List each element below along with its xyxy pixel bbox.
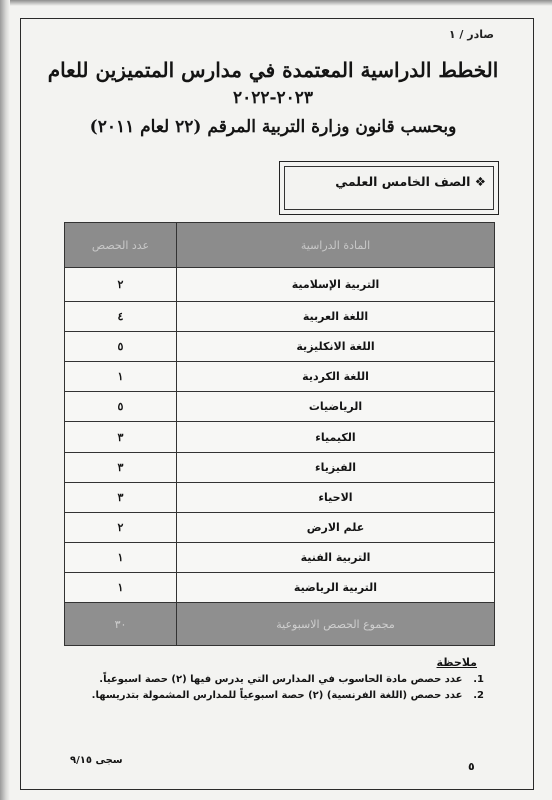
document-title: الخطط الدراسية المعتمدة في مدارس المتميزين للعام	[47, 58, 499, 82]
table-row	[65, 332, 495, 362]
table-row	[65, 572, 495, 602]
subject-name: الفيزياء	[177, 452, 495, 482]
subject-name: التربية الفنية	[177, 542, 495, 572]
table-row	[65, 302, 495, 332]
total-periods-value: ٣٠	[65, 603, 177, 646]
total-periods-label: مجموع الحصص الاسبوعية	[177, 603, 495, 646]
subject-name: الاحياء	[177, 482, 495, 512]
corner-note: صادر / ١	[448, 28, 494, 41]
column-header-count: عدد الحصص	[65, 223, 177, 268]
academic-year: ٢٠٢٣-٢٠٢٢	[232, 88, 314, 108]
notes-list	[64, 672, 484, 704]
period-count: ٣	[65, 422, 177, 452]
period-count: ٤	[65, 302, 177, 332]
diamond-bullet-icon: ❖	[474, 174, 486, 189]
period-count: ٥	[65, 332, 177, 362]
subject-name: التربية الإسلامية	[177, 268, 495, 302]
table-row	[65, 452, 495, 482]
period-count: ١	[65, 572, 177, 602]
table-header-row	[65, 223, 495, 268]
table-row	[65, 268, 495, 302]
table-row	[65, 542, 495, 572]
page-shadow-left	[0, 0, 10, 800]
subject-name: التربية الرياضية	[177, 572, 495, 602]
note-item	[64, 688, 484, 704]
handwritten-signature: سجى ٩/١٥	[70, 755, 123, 766]
table-row	[65, 482, 495, 512]
subject-name: علم الارض	[177, 512, 495, 542]
subject-name: اللغة الانكليزية	[177, 332, 495, 362]
column-header-subject: المادة الدراسية	[177, 223, 495, 268]
table-row	[65, 392, 495, 422]
note-number: 2.	[473, 690, 484, 701]
table-row	[65, 362, 495, 392]
table-row	[65, 422, 495, 452]
period-count: ١	[65, 362, 177, 392]
subject-name: الرياضيات	[177, 392, 495, 422]
page-number: ٥	[468, 760, 475, 773]
period-count: ٥	[65, 392, 177, 422]
note-item	[64, 672, 484, 688]
class-label-text: الصف الخامس العلمي	[335, 174, 471, 189]
subject-name: اللغة الكردية	[177, 362, 495, 392]
table-total-row	[65, 603, 495, 646]
period-count: ٢	[65, 512, 177, 542]
page-shadow-top	[0, 0, 552, 6]
class-label	[335, 174, 486, 189]
period-count: ٣	[65, 482, 177, 512]
table-row	[65, 512, 495, 542]
law-reference: وبحسب قانون وزارة التربية المرقم (٢٢ لعام ٢٠١١)	[89, 117, 457, 137]
period-count: ١	[65, 542, 177, 572]
class-label-box	[279, 161, 499, 215]
subject-name: الكيمياء	[177, 422, 495, 452]
period-count: ٣	[65, 452, 177, 482]
note-text: عدد حصص (اللغة الفرنسية) (٢) حصة اسبوعياً للمدارس المشمولة بتدريسها.	[91, 690, 463, 701]
period-count: ٢	[65, 268, 177, 302]
note-text: عدد حصص مادة الحاسوب في المدارس التي يدرس فيها (٢) حصة اسبوعياً.	[99, 674, 463, 685]
note-number: 1.	[473, 674, 484, 685]
study-plan-table	[64, 222, 495, 646]
notes-title: ملاحظة	[436, 656, 477, 669]
subject-name: اللغة العربية	[177, 302, 495, 332]
